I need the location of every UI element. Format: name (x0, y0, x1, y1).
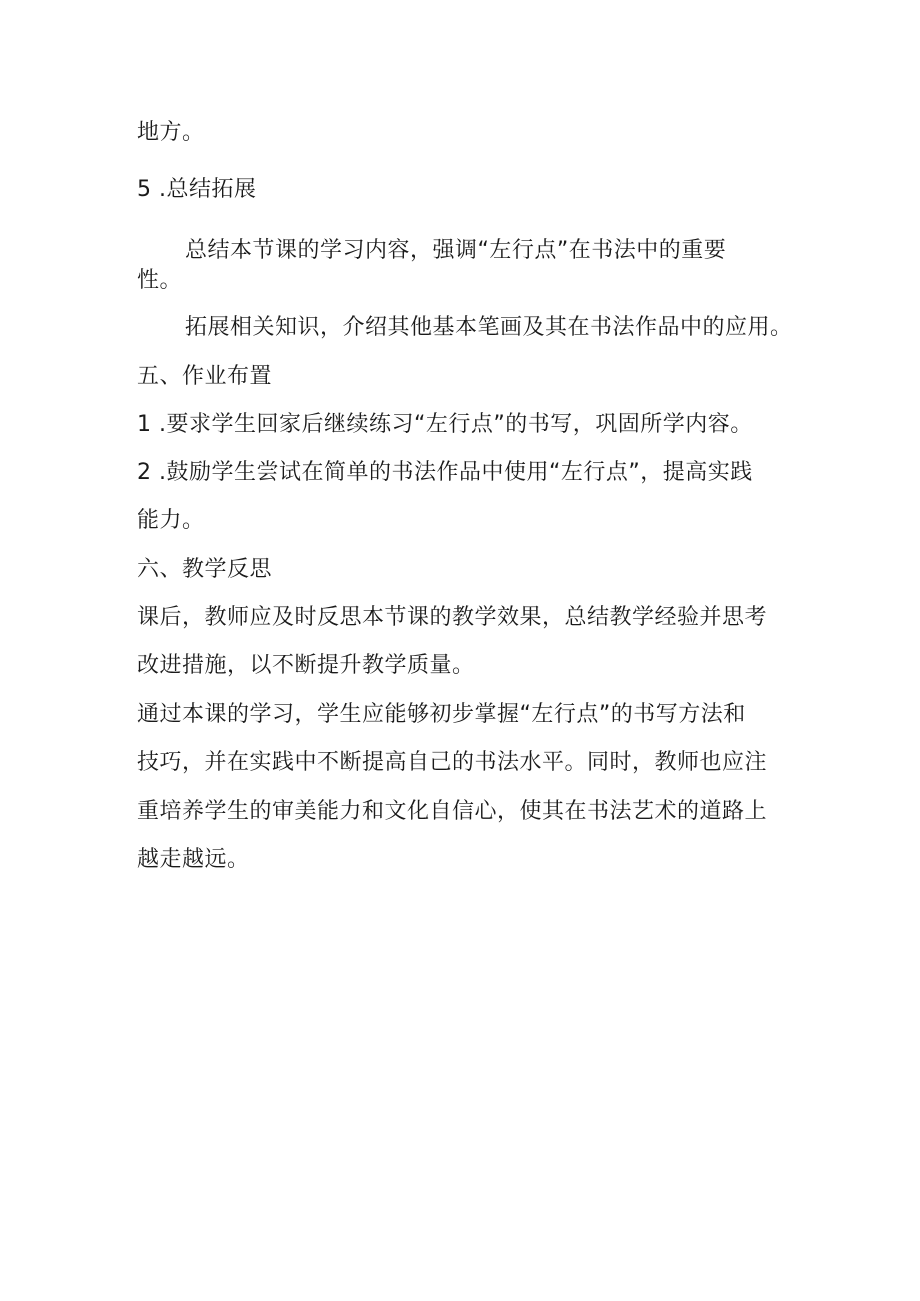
text-line: 技巧，并在实践中不断提高自己的书法水平。同时，教师也应注 (137, 750, 768, 775)
text-line: 重培养学生的审美能力和文化自信心，使其在书法艺术的道路上 (137, 799, 768, 824)
section-heading: 5 .总结拓展 (137, 177, 257, 202)
text-line: 总结本节课的学习内容，强调“左行点”在书法中的重要 (185, 238, 727, 263)
text-line: 性。 (137, 268, 183, 293)
section-heading: 六、教学反思 (137, 557, 273, 582)
section-heading: 五、作业布置 (137, 364, 273, 389)
list-item: 1 .要求学生回家后继续练习“左行点”的书写，巩固所学内容。 (137, 412, 753, 437)
text-line: 越走越远。 (137, 847, 250, 872)
text-line: 通过本课的学习，学生应能够初步掌握“左行点”的书写方法和 (137, 702, 746, 727)
text-line: 改进措施，以不断提升教学质量。 (137, 653, 475, 678)
text-line: 拓展相关知识，介绍其他基本笔画及其在书法作品中的应用。 (185, 315, 793, 340)
text-line: 地方。 (137, 120, 205, 145)
text-line: 课后，教师应及时反思本节课的教学效果，总结教学经验并思考 (137, 605, 768, 630)
text-line: 能力。 (137, 508, 205, 533)
list-item: 2 .鼓励学生尝试在简单的书法作品中使用“左行点”，提高实践 (137, 460, 753, 485)
